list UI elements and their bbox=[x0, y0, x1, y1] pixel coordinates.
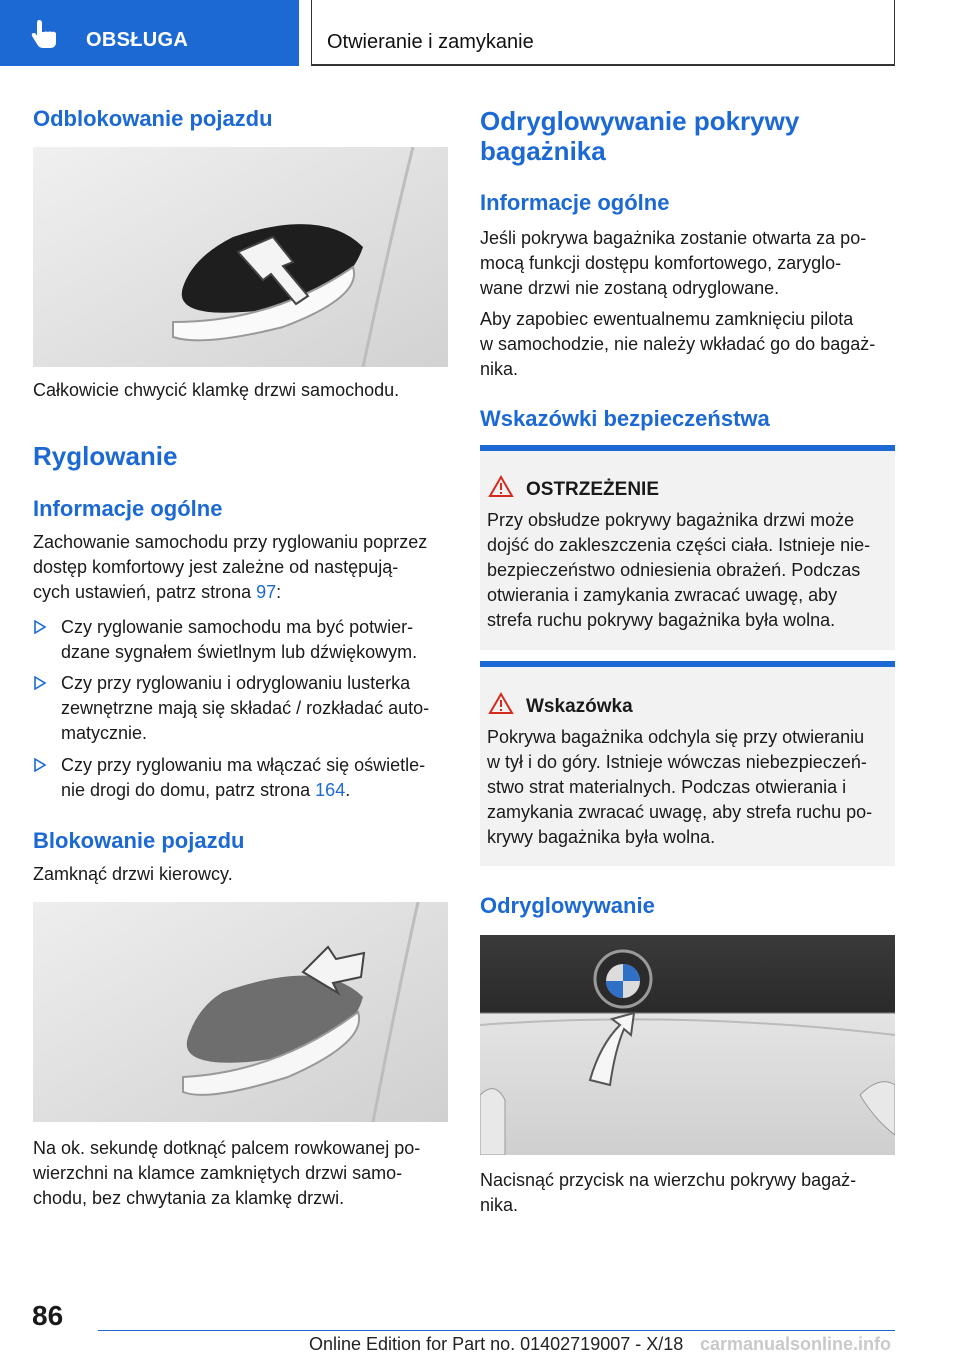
warning-triangle-icon bbox=[488, 475, 514, 498]
touch-line-2: wierzchni na klamce zamkniętych drzwi samo- bbox=[33, 1163, 403, 1183]
warning-line-4: otwierania i zamykania zwracać uwagę, aby bbox=[487, 585, 838, 605]
notice-box bbox=[480, 661, 895, 866]
warning-line-5: strefa ruchu pokrywy bagażnika była wolna. bbox=[487, 610, 836, 630]
unlock-caption: Całkowicie chwycić klamkę drzwi samochodu. bbox=[33, 380, 400, 400]
trunk-gen-line-2: mocą funkcji dostępu komfortowego, zaryglo- bbox=[480, 253, 842, 273]
bullet-3-line-1: Czy przy ryglowaniu ma włączać się oświetle- bbox=[61, 755, 426, 775]
section-tab[interactable] bbox=[0, 0, 299, 66]
hand-pointer-icon bbox=[28, 18, 62, 50]
bullet-3-period: . bbox=[345, 780, 351, 800]
heading-block-vehicle: Blokowanie pojazdu bbox=[33, 828, 245, 853]
watermark: carmanualsonline.info bbox=[700, 1334, 892, 1354]
notice-line-3: stwo strat materialnych. Podczas otwierania i bbox=[487, 777, 847, 797]
chapter-title: Otwieranie i zamykanie bbox=[327, 31, 534, 53]
warning-title: OSTRZEŻENIE bbox=[526, 479, 660, 500]
general-line-2: dostęp komfortowy jest zależne od następują- bbox=[33, 557, 399, 577]
press-line-1: Nacisnąć przycisk na wierzchu pokrywy bagaż- bbox=[480, 1170, 857, 1190]
block-text: Zamknąć drzwi kierowcy. bbox=[33, 864, 233, 884]
bullet-3-line-2-text: nie drogi do domu, patrz strona bbox=[61, 780, 311, 800]
photo-door-handle-touch bbox=[33, 902, 448, 1122]
general-line-3-colon: : bbox=[276, 582, 282, 602]
notice-line-2: w tył i do góry. Istnieje wówczas niebezpieczeń- bbox=[487, 752, 867, 772]
footer-edition: Online Edition for Part no. 01402719007 - X/18 bbox=[309, 1334, 684, 1354]
header-right-border bbox=[894, 0, 895, 66]
bullet-2-line-2: zewnętrzne mają się składać / rozkładać auto- bbox=[61, 698, 430, 718]
heading-general-info-right: Informacje ogólne bbox=[480, 190, 670, 215]
bullet-2-line-3: matycznie. bbox=[61, 723, 148, 743]
trunk-gen-line-4: Aby zapobiec ewentualnemu zamknięciu pilota bbox=[480, 309, 854, 329]
trunk-gen-line-3: wane drzwi nie zostaną odryglowane. bbox=[480, 278, 780, 298]
press-line-2: nika. bbox=[480, 1195, 519, 1215]
bullet-1-line-2: dzane sygnałem świetlnym lub dźwiękowym. bbox=[61, 642, 418, 662]
general-line-3 bbox=[33, 580, 281, 605]
warning-line-3: bezpieczeństwo odniesienia obrażeń. Podczas bbox=[487, 560, 861, 580]
notice-line-1: Pokrywa bagażnika odchyla się przy otwieraniu bbox=[487, 727, 865, 747]
triangle-bullet-icon bbox=[33, 620, 47, 634]
notice-line-4: zamykania zwracać uwagę, aby strefa ruchu po- bbox=[487, 802, 873, 822]
trunk-gen-line-5: w samochodzie, nie należy wkładać go do bagaż- bbox=[480, 334, 876, 354]
header-divider bbox=[311, 0, 312, 66]
general-line-3-text: cych ustawień, patrz strona bbox=[33, 582, 252, 602]
touch-line-1: Na ok. sekundę dotknąć palcem rowkowanej po- bbox=[33, 1138, 421, 1158]
heading-unlock-vehicle: Odblokowanie pojazdu bbox=[33, 106, 273, 131]
triangle-bullet-icon bbox=[33, 758, 47, 772]
trunk-gen-line-1: Jeśli pokrywa bagażnika zostanie otwarta za po- bbox=[480, 228, 867, 248]
notice-title: Wskazówka bbox=[526, 696, 633, 717]
bullet-3-line-2 bbox=[61, 778, 449, 803]
warning-box bbox=[480, 445, 895, 650]
triangle-bullet-icon bbox=[33, 676, 47, 690]
trunk-gen-line-6: nika. bbox=[480, 359, 519, 379]
page-link-164[interactable]: 164 bbox=[315, 780, 346, 800]
footer-rule bbox=[98, 1330, 895, 1331]
heading-trunk-unlock-1: Odryglowywanie pokrywy bbox=[480, 106, 800, 136]
warning-triangle-icon bbox=[488, 692, 514, 715]
heading-trunk-unlock-2: bagażnika bbox=[480, 136, 606, 166]
heading-general-info-left: Informacje ogólne bbox=[33, 496, 223, 521]
photo-door-handle-grip bbox=[33, 147, 448, 367]
heading-trunk-unlocking: Odryglowywanie bbox=[480, 893, 655, 918]
general-line-1: Zachowanie samochodu przy ryglowaniu poprzez bbox=[33, 532, 428, 552]
warning-line-2: dojść do zakleszczenia części ciała. Istnieje nie- bbox=[487, 535, 871, 555]
bullet-2-line-1: Czy przy ryglowaniu i odryglowaniu lusterka bbox=[61, 673, 411, 693]
bullet-1-line-1: Czy ryglowanie samochodu ma być potwier- bbox=[61, 617, 414, 637]
section-label: OBSŁUGA bbox=[86, 29, 189, 51]
touch-line-3: chodu, bez chwytania za klamkę drzwi. bbox=[33, 1188, 345, 1208]
page-number: 86 bbox=[32, 1300, 64, 1331]
header-bottom-border bbox=[311, 64, 895, 66]
photo-trunk-button bbox=[480, 935, 895, 1155]
heading-locking: Ryglowanie bbox=[33, 441, 178, 471]
warning-line-1: Przy obsłudze pokrywy bagażnika drzwi może bbox=[487, 510, 855, 530]
page-link-97[interactable]: 97 bbox=[256, 582, 277, 602]
heading-safety: Wskazówki bezpieczeństwa bbox=[480, 406, 770, 431]
notice-line-5: krywy bagażnika była wolna. bbox=[487, 827, 716, 847]
